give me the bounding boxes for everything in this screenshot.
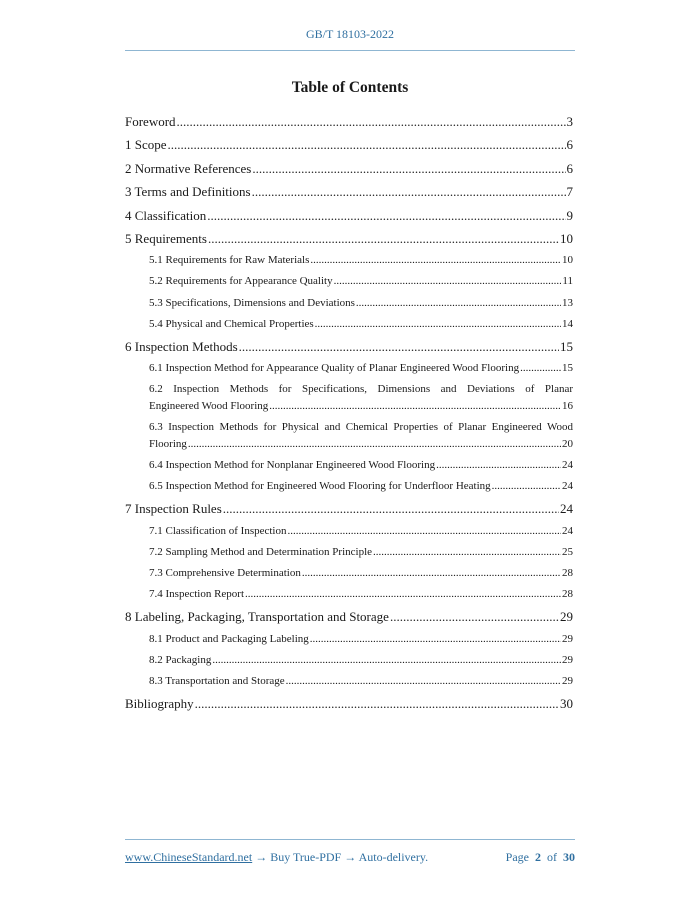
toc-entry[interactable] (125, 227, 573, 250)
toc-entry-page: 24 (560, 501, 573, 517)
dot-leader (212, 650, 561, 671)
toc-entry[interactable] (125, 204, 573, 227)
dot-leader (286, 671, 561, 692)
toc-entry-page: 15 (562, 362, 573, 375)
toc-entry-label: 5 Requirements (125, 230, 207, 246)
toc-entry-label: 7.4 Inspection Report (149, 588, 245, 601)
dot-leader (436, 455, 561, 476)
toc-subentry[interactable] (125, 671, 573, 692)
dot-leader (356, 293, 561, 314)
toc-subentry[interactable] (125, 455, 573, 476)
dot-leader (188, 436, 561, 453)
toc-entry-label: 5.3 Specifications, Dimensions and Deviations (149, 296, 355, 309)
toc-entry-page: 30 (560, 695, 573, 711)
dot-leader (239, 335, 559, 358)
page-title: Table of Contents (291, 79, 409, 96)
dot-leader (252, 157, 565, 180)
toc-entry-label: 7.3 Comprehensive Determination (149, 566, 301, 579)
toc-entry-page: 24 (562, 524, 573, 537)
toc-entry-label: 8 Labeling, Packaging, Transportation and Storage (125, 609, 389, 625)
dot-leader (269, 398, 561, 415)
toc-entry-page: 6 (566, 137, 573, 153)
dot-leader (252, 180, 566, 203)
toc-entry[interactable] (125, 379, 573, 417)
toc-entry-label: 1 Scope (125, 137, 167, 153)
toc-entry-page: 24 (562, 459, 573, 472)
toc-entry[interactable] (125, 157, 573, 180)
toc-entry-label-line2: Flooring (149, 438, 187, 451)
toc-entry-page: 10 (562, 254, 573, 267)
toc-entry-label: 6 Inspection Methods (125, 338, 238, 354)
toc-subentry[interactable] (125, 476, 573, 497)
toc-entry-label: 7.1 Classification of Inspection (149, 524, 287, 537)
toc-entry-label: 4 Classification (125, 207, 207, 223)
toc-entry[interactable] (125, 692, 573, 715)
page-total: 30 (563, 850, 575, 864)
toc-subentry[interactable] (125, 542, 573, 563)
dot-leader (168, 133, 566, 156)
toc-entry-label: 8.3 Transportation and Storage (149, 674, 285, 687)
header-divider (125, 50, 575, 51)
dot-leader (373, 542, 561, 563)
toc-entry[interactable] (125, 417, 573, 455)
toc-entry-page: 13 (562, 296, 573, 309)
toc-entry-label-line1: 6.2 Inspection Methods for Specifications, Dimensions and Deviations of Planar (149, 383, 573, 396)
document-header (125, 27, 575, 42)
toc-subentry[interactable] (125, 271, 573, 292)
toc-subentry[interactable] (125, 650, 573, 671)
toc-subentry[interactable] (125, 563, 573, 584)
dot-leader (223, 497, 559, 520)
toc-subentry[interactable] (125, 358, 573, 379)
toc-entry-page: 29 (562, 653, 573, 666)
toc-entry[interactable] (125, 110, 573, 133)
dot-leader (302, 563, 561, 584)
toc-entry-page: 6 (566, 160, 573, 176)
toc-subentry[interactable] (125, 314, 573, 335)
toc-entry-page: 20 (562, 438, 573, 451)
promo-text: → Buy True-PDF → Auto-delivery. (252, 850, 429, 864)
toc-entry-page: 9 (566, 207, 573, 223)
toc-entry-page: 29 (562, 674, 573, 687)
toc-entry-label: 5.1 Requirements for Raw Materials (149, 254, 310, 267)
toc-entry-label: 8.1 Product and Packaging Labeling (149, 632, 309, 645)
toc-entry-page: 14 (562, 317, 573, 330)
dot-leader (177, 110, 566, 133)
toc-entry-label-line2: Engineered Wood Flooring (149, 400, 269, 413)
toc-entry-page: 28 (562, 588, 573, 601)
toc-entry-label: 5.4 Physical and Chemical Properties (149, 317, 314, 330)
toc-entry-label: 6.5 Inspection Method for Engineered Wood Flooring for Underfloor Heating (149, 480, 491, 493)
toc-entry[interactable] (125, 180, 573, 203)
dot-leader (245, 584, 561, 605)
dot-leader (207, 204, 565, 227)
toc-entry[interactable] (125, 133, 573, 156)
table-of-contents (125, 110, 573, 715)
toc-entry[interactable] (125, 335, 573, 358)
toc-subentry[interactable] (125, 521, 573, 542)
toc-entry-label: 3 Terms and Definitions (125, 184, 251, 200)
dot-leader (287, 521, 561, 542)
toc-entry-label: 7 Inspection Rules (125, 501, 222, 517)
dot-leader (208, 227, 559, 250)
toc-entry-label: Foreword (125, 114, 176, 129)
toc-entry-page: 3 (566, 114, 573, 129)
dot-leader (520, 358, 561, 379)
toc-entry-page: 7 (566, 184, 573, 200)
toc-entry-page: 10 (560, 230, 573, 246)
toc-entry-label: 6.4 Inspection Method for Nonplanar Engineered Wood Flooring (149, 459, 436, 472)
toc-entry-page: 11 (562, 275, 573, 288)
toc-entry-label: 7.2 Sampling Method and Determination Principle (149, 545, 373, 558)
dot-leader (310, 629, 561, 650)
toc-subentry[interactable] (125, 293, 573, 314)
toc-entry-page: 29 (560, 609, 573, 625)
toc-entry[interactable] (125, 497, 573, 520)
page-current: 2 (535, 850, 541, 864)
toc-entry-page: 16 (562, 400, 573, 413)
page-footer (125, 850, 575, 865)
toc-entry-continuation (149, 398, 573, 415)
document-id: GB/T 18103-2022 (305, 27, 395, 41)
toc-entry-page: 25 (562, 545, 573, 558)
toc-entry-page: 29 (562, 632, 573, 645)
footer-promo (125, 850, 428, 864)
page-of: of (547, 850, 557, 864)
dot-leader (310, 250, 561, 271)
toc-entry-page: 24 (562, 480, 573, 493)
page-word: Page (505, 850, 529, 864)
toc-subentry[interactable] (125, 584, 573, 605)
toc-entry-page: 15 (560, 338, 573, 354)
toc-entry-label: Bibliography (125, 695, 194, 711)
footer-divider (125, 839, 575, 840)
page-indicator (506, 850, 575, 865)
toc-entry-label: 8.2 Packaging (149, 653, 212, 666)
toc-entry-page: 28 (562, 566, 573, 579)
toc-subentry[interactable] (125, 629, 573, 650)
dot-leader (390, 605, 559, 628)
toc-entry-label-line1: 6.3 Inspection Methods for Physical and Chemical Properties of Planar Engineered Wood (149, 421, 573, 434)
dot-leader (492, 476, 561, 497)
dot-leader (195, 692, 559, 715)
toc-entry-label: 6.1 Inspection Method for Appearance Quality of Planar Engineered Wood Flooring (149, 362, 520, 375)
toc-subentry[interactable] (125, 250, 573, 271)
toc-entry-continuation (149, 436, 573, 453)
toc-entry-label: 5.2 Requirements for Appearance Quality (149, 275, 333, 288)
dot-leader (315, 314, 561, 335)
toc-entry[interactable] (125, 605, 573, 628)
site-link[interactable]: www.ChineseStandard.net (125, 850, 253, 864)
toc-entry-label: 2 Normative References (125, 160, 252, 176)
dot-leader (334, 271, 562, 292)
